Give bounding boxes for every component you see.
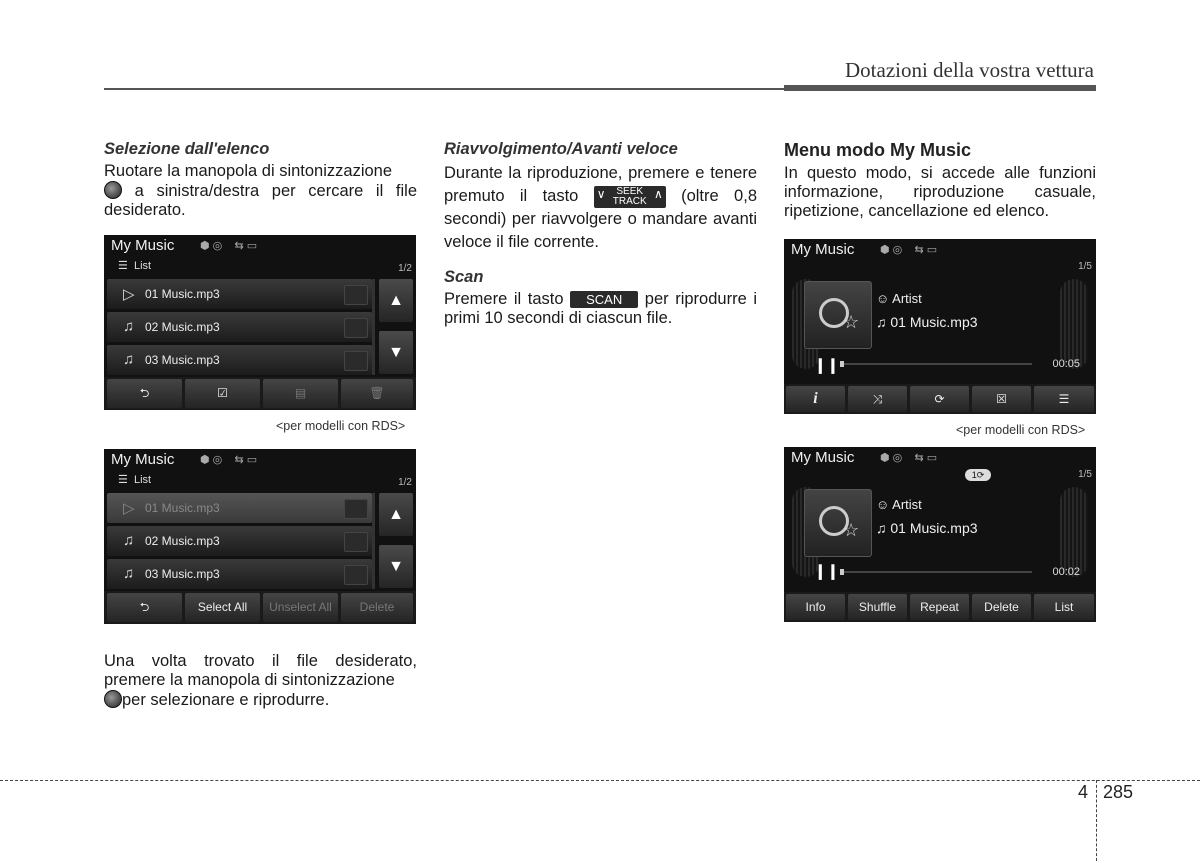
screen-title: My Music [791,449,855,466]
list-label-text: List [133,474,152,486]
music-note-icon: ♫ [123,318,135,335]
speaker-graphic [1060,279,1088,369]
key-label: SEEK [616,185,644,197]
list-label: ☰ List [118,260,152,272]
track-name: 01 Music.mp3 [890,520,978,536]
scroll-down-button[interactable]: ▼ [379,545,413,588]
info-button[interactable]: Info [786,594,845,620]
header-rule-accent [784,85,1096,91]
checkbox[interactable] [344,565,368,585]
bottom-bar [784,384,1096,414]
artist-name: Artist [892,291,922,306]
artist-name: Artist [892,497,922,512]
progress-knob[interactable] [840,361,844,367]
music-note-icon: ♫ [123,565,135,582]
middle-column [444,140,757,328]
delete-button[interactable]: Delete [341,593,413,622]
file-name: 02 Music.mp3 [145,534,220,548]
delete-button[interactable]: Delete [972,594,1031,620]
file-name: 01 Music.mp3 [145,501,220,515]
text: Premere il tasto [444,290,571,308]
left-column-top [104,140,417,220]
music-note-icon: ♫ [123,351,135,368]
section-subtitle: Selezione dall'elenco [104,140,270,158]
scroll-down-button[interactable]: ▼ [379,331,413,374]
track-line: ♫ 01 Music.mp3 [876,314,978,330]
star-icon: ☆ [843,312,860,332]
screen-title: My Music [111,237,175,254]
paragraph [104,162,417,220]
pause-icon[interactable]: ❙❙ [814,563,840,580]
artist-line: ☺ Artist [876,291,922,306]
paragraph: In questo modo, si accede alle funzioni informazione, riproduzione casuale, ripetizione, cancellazione ed elenco. [784,164,1096,220]
footer-divider [1096,780,1097,861]
star-icon: ☆ [843,520,860,540]
list-button[interactable]: List [1034,594,1094,620]
album-art [804,281,872,349]
delete-icon[interactable]: 🗑 [341,379,413,408]
status-icons: ⬢ ◎ ⇆ ▭ [200,454,258,466]
text: Una volta trovato il file desiderato, premere la manopola di sintonizzazione [104,652,417,689]
paragraph [444,290,757,328]
right-column [784,141,1096,221]
list-item[interactable] [107,526,372,556]
seek-track-key-icon: ∨ SEEK TRACK ∧ [594,186,666,208]
text: Durante la riproduzione, premere e tenere premuto il tasto [444,164,757,205]
artist-line: ☺ Artist [876,497,922,512]
play-circle-icon: ▷ [123,286,135,303]
checkbox[interactable] [344,285,368,305]
track-line: ♫ 01 Music.mp3 [876,520,978,536]
track-name: 01 Music.mp3 [890,314,978,330]
speaker-graphic [1060,487,1088,577]
page-indicator: 1/2 [398,263,412,274]
page-number: 285 [1103,782,1134,802]
list-item[interactable] [107,559,372,589]
section-heading: Menu modo My Music [784,140,972,160]
section-subtitle: Scan [444,268,484,286]
list-label-text: List [133,260,152,272]
elapsed-time: 00:05 [1052,358,1080,370]
scroll-up-button[interactable]: ▲ [379,493,413,536]
screen-list-text [104,449,416,624]
screen-title: My Music [111,451,175,468]
text: Ruotare la manopola di sintonizzazione [104,162,393,180]
list-icon[interactable]: ☰ [1034,386,1094,412]
screen-play-text [784,447,1096,622]
play-circle-icon: ▷ [123,500,135,517]
pause-icon[interactable]: ❙❙ [814,357,840,374]
file-name: 03 Music.mp3 [145,353,220,367]
bottom-bar [104,377,416,410]
key-label: TRACK [612,195,647,207]
checkbox[interactable] [344,318,368,338]
shuffle-button[interactable]: Shuffle [848,594,907,620]
tuning-knob-icon [104,690,122,708]
text: a sinistra/destra per cercare il file desiderato. [104,182,417,219]
text: per selezionare e riprodurre. [122,691,330,709]
elapsed-time: 00:02 [1052,566,1080,578]
album-art [804,489,872,557]
select-all-icon[interactable]: ☑ [185,379,260,408]
info-icon[interactable]: i [786,386,845,412]
left-column-bottom [104,652,417,710]
scroll-up-button[interactable]: ▲ [379,279,413,322]
status-icons: ⬢ ◎ ⇆ ▭ [880,244,938,256]
list-item[interactable] [107,493,372,523]
header-rule [104,88,784,90]
page-indicator: 1/5 [1078,261,1092,272]
back-button[interactable]: ⮌ [107,379,182,408]
back-button[interactable]: ⮌ [107,593,182,622]
scrollbar[interactable] [372,279,375,375]
list-label: ☰ List [118,474,152,486]
tuning-knob-icon [104,181,122,199]
select-all-button[interactable]: Select All [185,593,260,622]
list-item[interactable] [107,312,372,342]
chapter-number: 4 [1078,782,1089,802]
checkbox[interactable] [344,499,368,519]
figure-caption: <per modelli con RDS> [956,423,1086,437]
paragraph [444,162,757,254]
checkbox[interactable] [344,351,368,371]
checkbox[interactable] [344,532,368,552]
screen-list-icons [104,235,416,410]
progress-bar[interactable] [840,571,1032,573]
scan-key-icon: SCAN [570,291,638,308]
page-header-title: Dotazioni della vostra vettura [845,58,1094,82]
bottom-bar [104,591,416,624]
unselect-all-button[interactable]: Unselect All [263,593,338,622]
progress-knob[interactable] [840,569,844,575]
file-name: 01 Music.mp3 [145,287,220,301]
text: per riprodurre i primi 10 secondi di ciascun file. [444,290,758,327]
text: (oltre 0,8 secondi) per riavvolgere o mandare avanti veloce il file corrente. [444,187,757,251]
list-item[interactable] [107,279,372,309]
file-name: 03 Music.mp3 [145,567,220,581]
screen-play-icons [784,239,1096,414]
scrollbar[interactable] [372,493,375,589]
bottom-bar [784,592,1096,622]
music-note-icon: ♫ [123,532,135,549]
page-indicator: 1/5 [1078,469,1092,480]
file-name: 02 Music.mp3 [145,320,220,334]
page-indicator: 1/2 [398,477,412,488]
section-subtitle: Riavvolgimento/Avanti veloce [444,140,678,158]
figure-caption: <per modelli con RDS> [276,419,406,433]
delete-icon[interactable]: ☒ [972,386,1031,412]
list-item[interactable] [107,345,372,375]
progress-bar[interactable] [840,363,1032,365]
repeat-icon[interactable]: ⟳ [910,386,969,412]
status-icons: ⬢ ◎ ⇆ ▭ [200,240,258,252]
unselect-all-icon[interactable]: ▤ [263,379,338,408]
repeat-mode-icon: 1⟳ [965,469,991,481]
status-icons: ⬢ ◎ ⇆ ▭ [880,452,938,464]
shuffle-icon[interactable]: ⤨ [848,386,907,412]
repeat-button[interactable]: Repeat [910,594,969,620]
screen-title: My Music [791,241,855,258]
footer-rule [0,780,1200,781]
